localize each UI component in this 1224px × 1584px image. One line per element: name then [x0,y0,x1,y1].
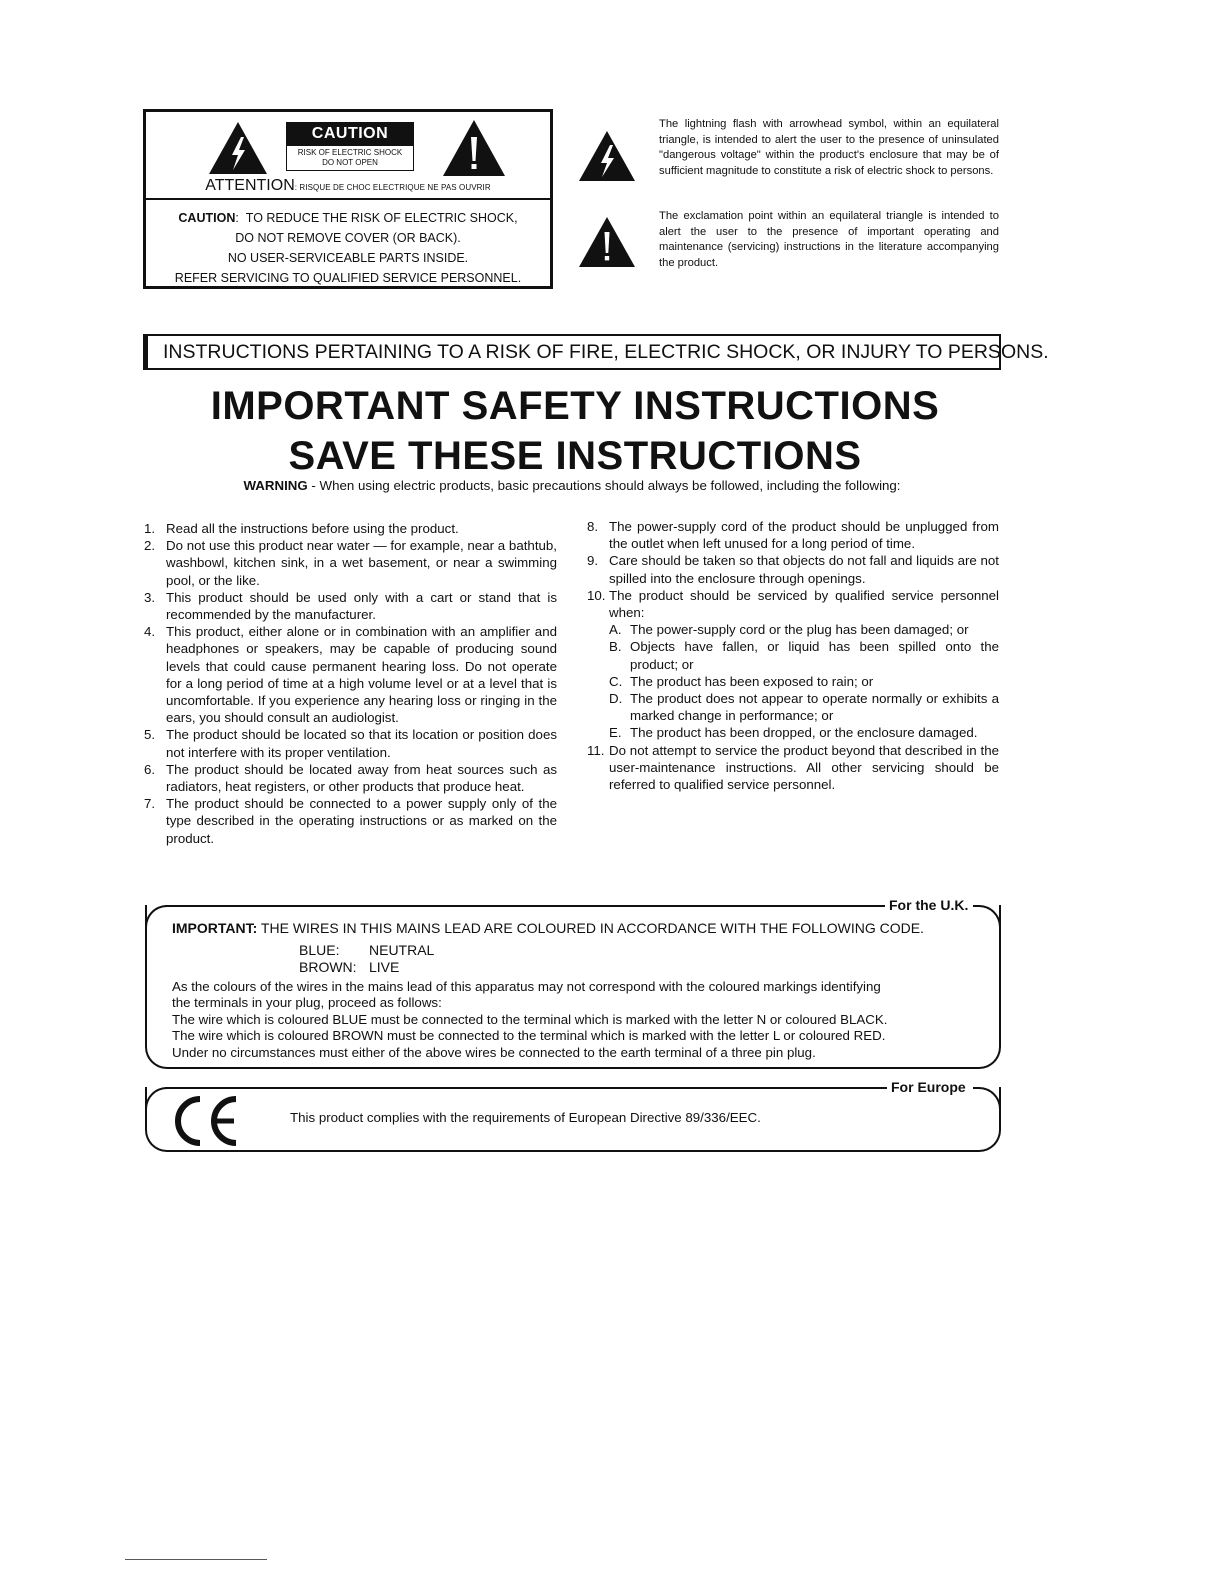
europe-box-label: For Europe [888,1079,969,1095]
blue-label: BLUE: [299,942,340,958]
attention-line [146,176,550,198]
list-item: 6. The product should be located away from heat sources such as radiators, heat registers, or other products that produce heat. [144,761,557,795]
caution-line-4: REFER SERVICING TO QUALIFIED SERVICE PERSONNEL. [174,271,522,285]
caution-banner: CAUTION [286,122,414,145]
list-item: 7. The product should be connected to a power supply only of the type described in the operating instructions or as marked on the product. [144,796,557,846]
caution-text [146,208,550,288]
uk-line-2: the terminals in your plug, proceed as follows: [172,995,442,1011]
caution-line-2: DO NOT REMOVE COVER (OR BACK). [235,231,461,245]
list-item: 9. Care should be taken so that objects do not fall and liquids are not spilled into the enclosure through openings. [587,553,999,586]
uk-code-blue [299,942,434,958]
footer-rule [125,1559,267,1560]
instructions-header: INSTRUCTIONS PERTAINING TO A RISK OF FIRE, ELECTRIC SHOCK, OR INJURY TO PERSONS. [143,334,1001,370]
uk-important-text: THE WIRES IN THIS MAINS LEAD ARE COLOURED IN ACCORDANCE WITH THE FOLLOWING CODE. [257,920,924,936]
list-item: 10. The product should be serviced by qualified service personnel when: A. The power-supply cord or the plug has been damaged; or B. Objects have fallen, or liquid has been spilled onto the product; or C. The product has been exposed to rain; or D. The product does not appear to operate normally or exhibits a marked change in performance; or E. The product has been dropped, or the enclosure damaged. [587,587,999,741]
uk-code-brown [299,959,399,975]
risk-line-2: DO NOT OPEN [322,158,378,167]
list-item: 3. This product should be used only with a cart or stand that is recommended by the manufacturer. [144,589,557,623]
uk-line-3: The wire which is coloured BLUE must be connected to the terminal which is marked with the letter N or coloured BLACK. [172,1011,888,1027]
exclamation-symbol-text: The exclamation point within an equilateral triangle is intended to alert the user to the presence of important operating and maintenance (servicing) instructions in the literature accompanying the product. [659,210,999,269]
ce-mark-icon [170,1091,242,1149]
page-title: IMPORTANT SAFETY INSTRUCTIONS [210,384,940,428]
list-item: 8. The power-supply cord of the product should be unplugged from the outlet when left unused for a long period of time. [587,519,999,552]
lightning-symbol-icon [578,130,636,182]
uk-important-line [172,920,924,936]
lightning-symbol-text: The lightning flash with arrowhead symbol, within an equilateral triangle, is intended to alert the user to the presence of uninsulated "dangerous voltage" within the product's enclosure that may be of sufficient magnitude to constitute a risk of electric shock to persons. [659,118,999,177]
list-item: 11. Do not attempt to service the product beyond that described in the user-maintenance instructions. All other servicing should be referred to qualified service personnel. [587,742,999,793]
exclamation-symbol-icon [578,216,636,268]
sub-list-item: C. The product has been exposed to rain; or [609,673,874,689]
instructions-left-column [143,520,557,847]
page-subtitle: SAVE THESE INSTRUCTIONS [288,434,862,478]
sub-list-item: D. The product does not appear to operate normally or exhibits a marked change in performance; or [609,691,999,724]
brown-value: LIVE [369,959,400,975]
caution-word: CAUTION [178,211,236,225]
risk-line-1: RISK OF ELECTRIC SHOCK [297,148,403,157]
blue-value: NEUTRAL [369,942,435,958]
list-item: 1. Read all the instructions before using the product. [144,521,459,536]
attention-word: ATTENTION [205,177,295,194]
uk-box-label: For the U.K. [886,897,971,913]
uk-box-top-rule [165,905,885,907]
sub-list-item: E. The product has been dropped, or the enclosure damaged. [609,725,978,741]
lightning-triangle-icon [208,121,268,175]
uk-line-1: As the colours of the wires in the mains lead of this apparatus may not correspond with the coloured markings identifying [172,979,881,994]
instructions-right-column [587,518,999,793]
sub-list-item: B. Objects have fallen, or liquid has been spilled onto the product; or [609,639,999,672]
uk-line-4: The wire which is coloured BROWN must be connected to the terminal which is marked with the letter L or coloured RED. [172,1028,886,1044]
warning-text: - When using electric products, basic precautions should always be followed, including the following: [307,478,901,493]
europe-box-top-rule [165,1087,887,1089]
caution-label-top [146,112,550,200]
attention-french: : RISQUE DE CHOC ELECTRIQUE NE PAS OUVRIR [294,183,491,192]
sub-list-item: A. The power-supply cord or the plug has been damaged; or [609,622,969,638]
warning-label: WARNING [243,478,308,493]
warning-line [0,478,1144,493]
list-item: 2. Do not use this product near water — for example, near a bathtub, washbowl, kitchen sink, in a wet basement, or near a swimming pool, or the like. [144,538,557,588]
europe-compliance-text: This product complies with the requirements of European Directive 89/336/EEC. [290,1110,761,1125]
list-item: 5. The product should be located so that its location or position does not interfere with its proper ventilation. [144,727,557,760]
caution-line-3: NO USER-SERVICEABLE PARTS INSIDE. [227,251,469,265]
risk-of-shock-box [286,145,414,171]
uk-instructions [172,979,887,1061]
exclamation-triangle-icon [442,119,506,177]
caution-line-1: CAUTION: TO REDUCE THE RISK OF ELECTRIC SHOCK, [178,211,518,225]
list-item: 4. This product, either alone or in combination with an amplifier and headphones or speakers, may be capable of producing sound levels that could cause permanent hearing loss. Do not operate for a long period of time at a high volume level or at a level that is uncomfortable. If you experience any hearing loss or ringing in the ears, you should consult an audiologist. [144,624,557,726]
uk-important-label: IMPORTANT: [172,920,258,936]
uk-line-5: Under no circumstances must either of the above wires be connected to the earth terminal of a three pin plug. [172,1044,816,1060]
brown-label: BROWN: [299,959,357,975]
caution-label [143,109,553,289]
